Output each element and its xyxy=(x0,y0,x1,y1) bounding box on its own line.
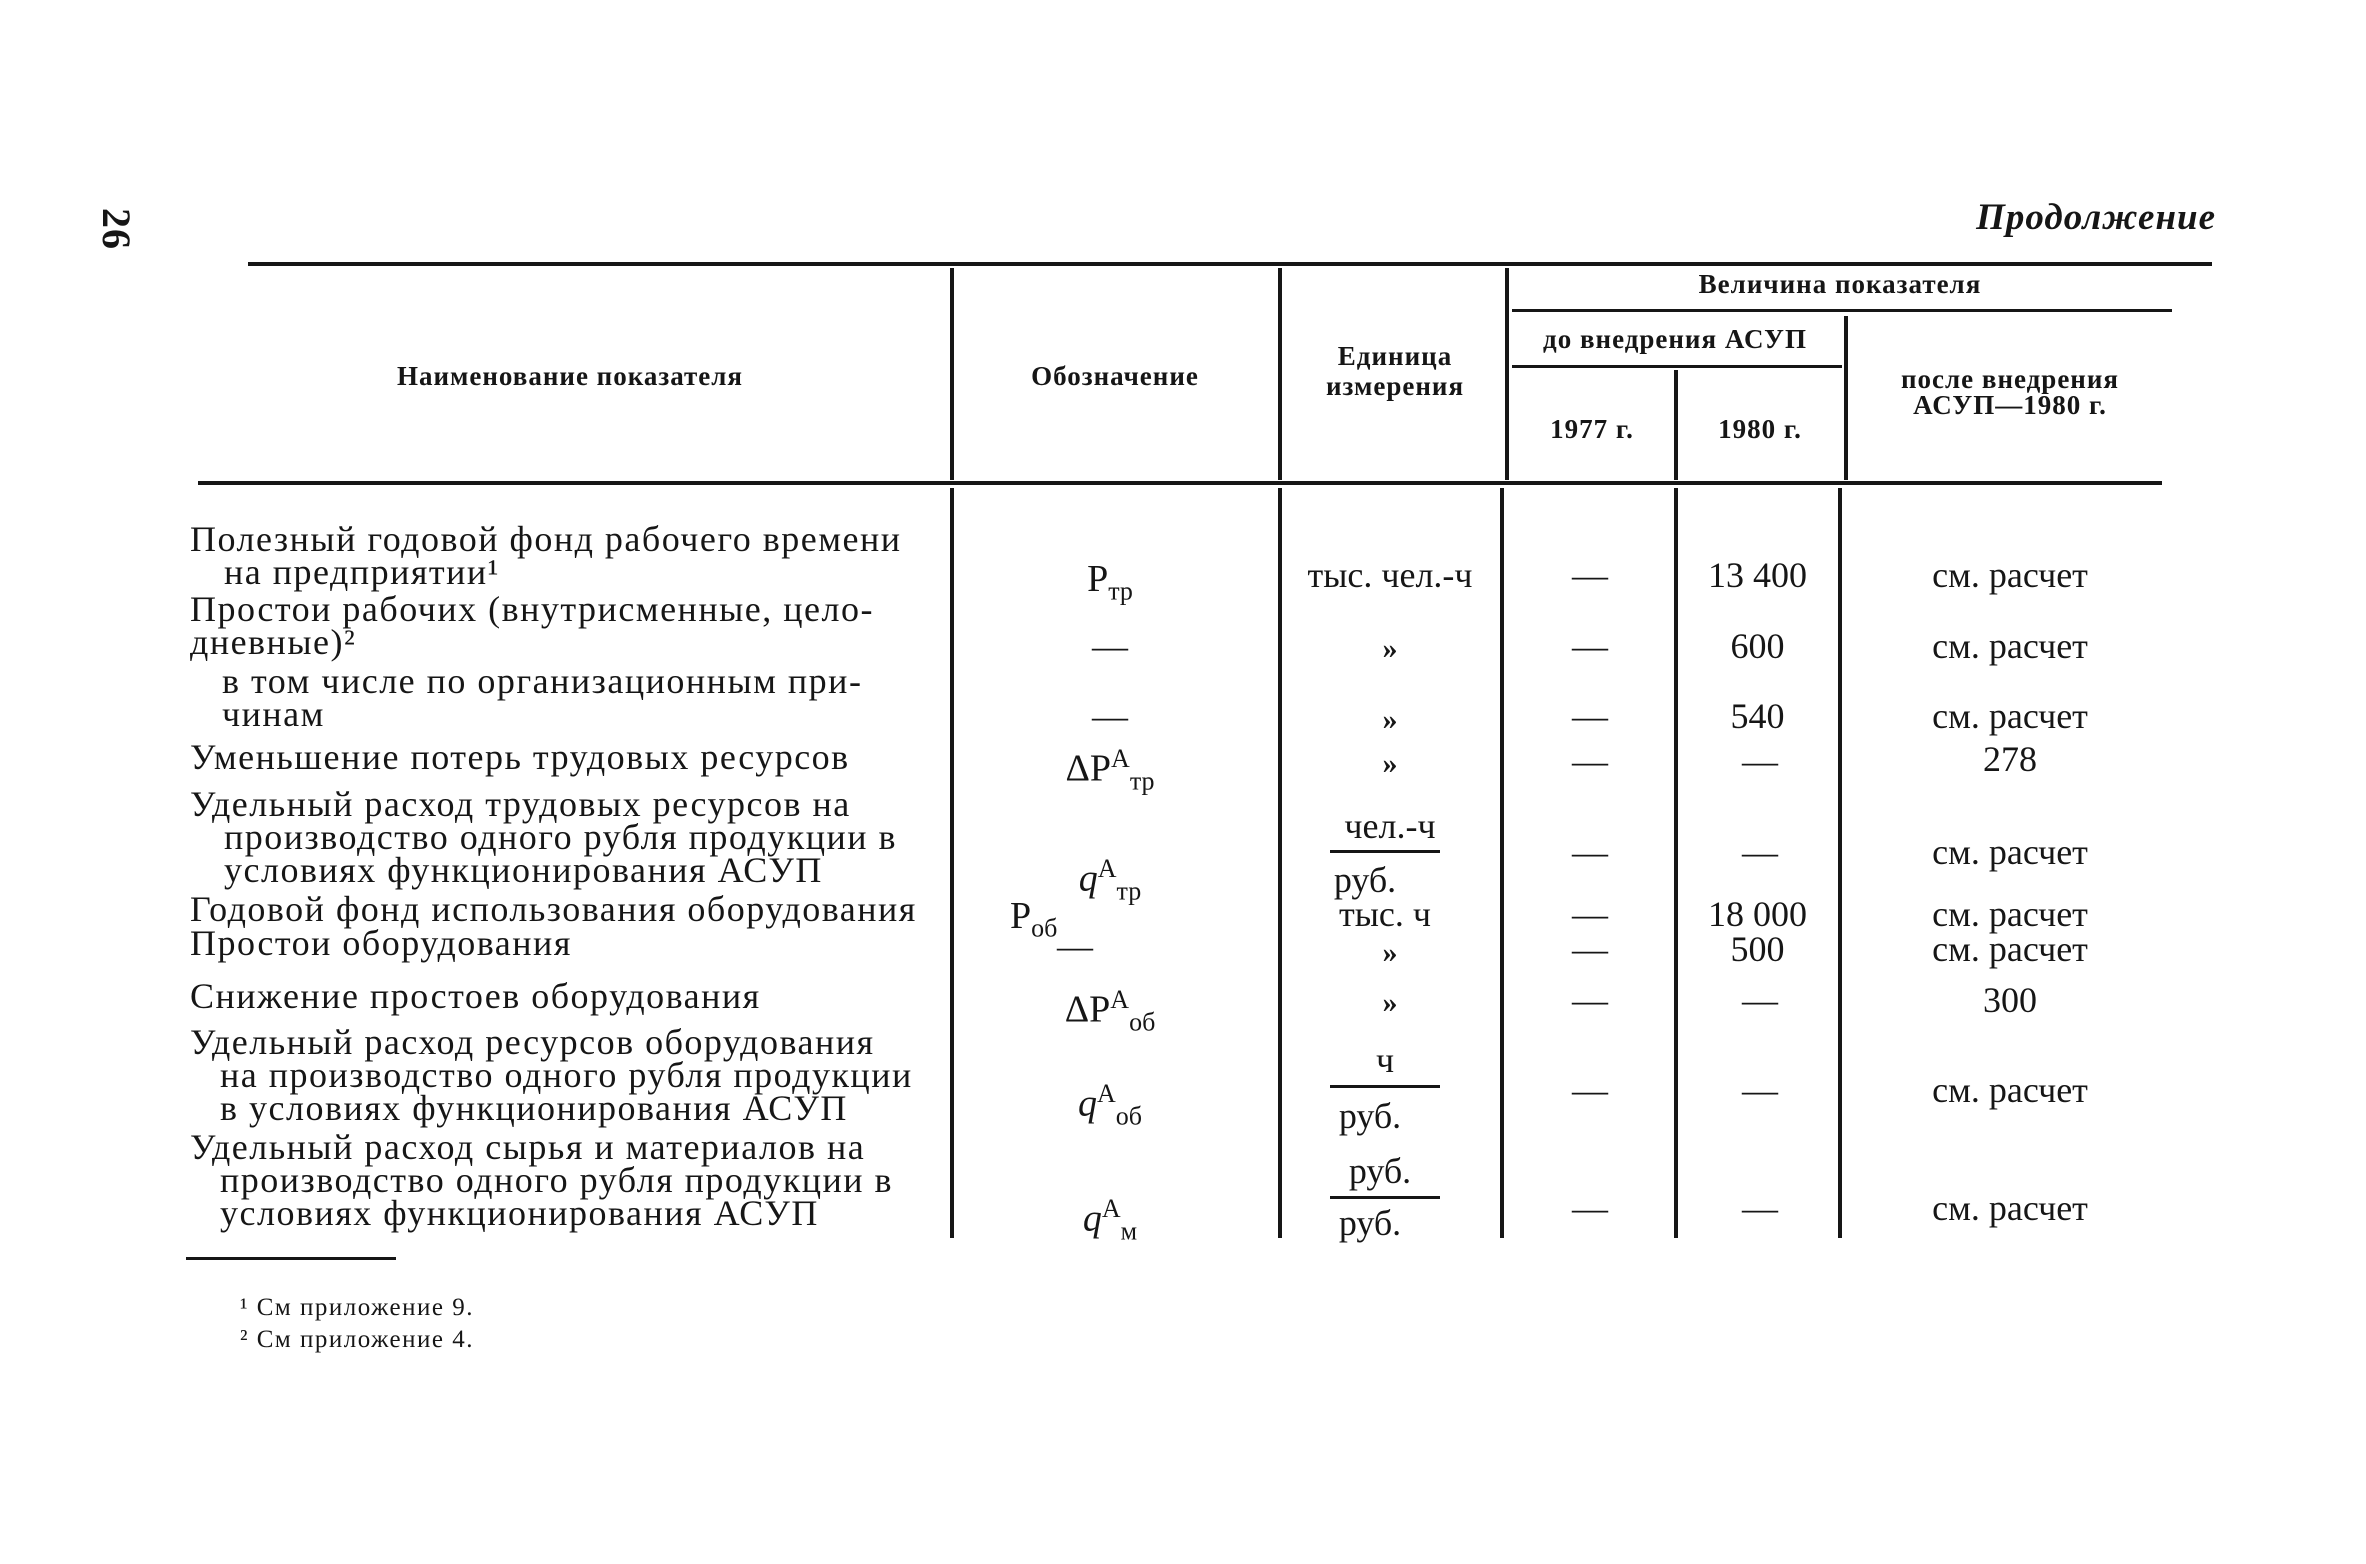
row-2-year-1980: 600 xyxy=(1730,626,1785,666)
value-group-rule xyxy=(1512,309,2172,312)
row-2-name-line1: Простои рабочих (внутрисменные, цело- xyxy=(190,589,874,629)
row-5-unit-numerator: чел.-ч xyxy=(1344,806,1436,846)
column-divider xyxy=(1844,316,1848,480)
continuation-label: Продолжение xyxy=(1976,197,2216,238)
row-3-symbol-dash: — xyxy=(1092,696,1128,736)
row-9-symbol xyxy=(1010,1075,1210,1135)
row-1-symbol-base: Р xyxy=(1087,558,1109,600)
row-1-year-1977: — xyxy=(1572,555,1608,595)
header-name: Наименование показателя xyxy=(396,361,744,391)
row-9-name-line2: на производство одного рубля продукции xyxy=(220,1055,913,1095)
footnote-1: ¹ См приложение 9. xyxy=(240,1294,474,1321)
row-2-unit: » xyxy=(1382,632,1398,665)
row-6-symbol-base: Р xyxy=(1010,895,1032,937)
row-5-year-1977: — xyxy=(1572,832,1608,872)
row-5-symbol-base: q xyxy=(1078,857,1098,900)
row-6-year-1980: 18 000 xyxy=(1708,894,1807,934)
header-after-line2: АСУП—1980 г. xyxy=(1913,390,2107,420)
row-8-after: 300 xyxy=(1983,980,2037,1020)
row-10-name xyxy=(190,1127,940,1233)
header-bottom-rule xyxy=(198,481,2162,485)
row-10-name-line3: условиях функционирования АСУП xyxy=(220,1193,819,1233)
top-rule xyxy=(248,262,2212,266)
row-8-year-1977: — xyxy=(1572,980,1608,1020)
row-3-name xyxy=(190,661,940,734)
row-8-symbol-sub: об xyxy=(1129,1007,1156,1037)
row-8-name: Снижение простоев оборудования xyxy=(190,976,761,1016)
row-10-unit-fraction-line xyxy=(1330,1196,1440,1199)
header-before: до внедрения АСУП xyxy=(1543,324,1807,354)
footnotes xyxy=(240,1292,474,1356)
row-5-year-1980: — xyxy=(1742,832,1778,872)
row-4-symbol-base: ΔР xyxy=(1065,747,1112,790)
row-3-name-line1: в том числе по организационным при- xyxy=(222,661,863,701)
column-divider xyxy=(1278,488,1282,1238)
row-10-symbol-base: q xyxy=(1082,1197,1102,1240)
footnote-2: ² См приложение 4. xyxy=(240,1326,474,1353)
row-5-unit-fraction-line xyxy=(1330,850,1440,853)
row-3-name-line2: чинам xyxy=(222,694,325,734)
before-group-rule xyxy=(1512,365,1842,368)
header-unit-line1: Единица xyxy=(1337,341,1453,371)
row-3-year-1977: — xyxy=(1572,696,1608,736)
row-9-after: см. расчет xyxy=(1932,1070,2088,1110)
row-2-name-line2: дневные)² xyxy=(190,622,357,662)
row-2-symbol-dash: — xyxy=(1092,626,1128,666)
row-4-symbol xyxy=(1010,740,1210,800)
row-1-symbol-sub: тр xyxy=(1108,576,1133,606)
row-4-year-1977: — xyxy=(1572,741,1608,781)
row-9-symbol-sup: А xyxy=(1096,1079,1116,1108)
row-10-symbol xyxy=(1010,1190,1210,1250)
row-8-unit: » xyxy=(1382,986,1398,1019)
row-1-year-1980: 13 400 xyxy=(1708,555,1807,595)
header-year-1977: 1977 г. xyxy=(1550,414,1634,444)
row-4-after: 278 xyxy=(1983,739,2037,779)
row-10-symbol-sup: А xyxy=(1101,1194,1121,1223)
column-divider xyxy=(1674,370,1678,480)
row-7-after: см. расчет xyxy=(1932,929,2088,969)
row-4-name: Уменьшение потерь трудовых ресурсов xyxy=(190,737,850,777)
row-10-unit-denominator: руб. xyxy=(1338,1203,1402,1243)
row-4-unit: » xyxy=(1382,747,1398,780)
row-5-name-line3: условиях функционирования АСУП xyxy=(224,850,823,890)
column-divider xyxy=(1278,268,1282,480)
row-9-unit-denominator: руб. xyxy=(1338,1096,1402,1136)
column-divider xyxy=(950,268,954,480)
row-8-symbol xyxy=(1010,981,1210,1041)
row-9-name-line3: в условиях функционирования АСУП xyxy=(220,1088,848,1128)
row-6-name: Годовой фонд использования оборудования xyxy=(190,889,917,929)
row-6-after: см. расчет xyxy=(1932,894,2088,934)
row-9-year-1980: — xyxy=(1742,1070,1778,1110)
row-5-after: см. расчет xyxy=(1932,832,2088,872)
row-2-after: см. расчет xyxy=(1932,626,2088,666)
row-4-symbol-sup: А xyxy=(1111,744,1130,773)
column-divider xyxy=(950,488,954,1238)
row-9-unit-numerator: ч xyxy=(1375,1040,1395,1080)
row-1-unit: тыс. чел.-ч xyxy=(1307,555,1473,595)
row-7-unit: » xyxy=(1382,936,1398,969)
row-9-year-1977: — xyxy=(1572,1070,1608,1110)
row-1-after: см. расчет xyxy=(1932,555,2088,595)
row-9-symbol-sub: об xyxy=(1115,1101,1142,1131)
row-7-year-1980: 500 xyxy=(1730,929,1785,969)
row-9-name-line1: Удельный расход ресурсов оборудования xyxy=(190,1022,875,1062)
row-10-symbol-sub: м xyxy=(1120,1216,1138,1246)
row-10-after: см. расчет xyxy=(1932,1188,2088,1228)
row-1-name-line2: на предприятии¹ xyxy=(224,552,500,592)
column-divider xyxy=(1500,488,1504,1238)
column-divider xyxy=(1838,488,1842,1238)
row-7-symbol-dash: — xyxy=(1057,926,1093,966)
header-symbol: Обозначение xyxy=(1031,361,1199,391)
row-3-after: см. расчет xyxy=(1932,696,2088,736)
page-number: 26 xyxy=(94,208,139,250)
row-2-year-1977: — xyxy=(1572,626,1608,666)
row-1-name xyxy=(190,519,940,592)
header-unit xyxy=(1290,341,1500,401)
row-10-year-1980: — xyxy=(1742,1188,1778,1228)
row-7-year-1977: — xyxy=(1572,929,1608,969)
row-9-symbol-base: q xyxy=(1077,1082,1097,1125)
row-4-year-1980: — xyxy=(1742,741,1778,781)
row-5-symbol-sup: А xyxy=(1097,854,1117,883)
row-5-symbol-sub: тр xyxy=(1116,876,1142,906)
row-5-name-line2: производство одного рубля продукции в xyxy=(224,817,897,857)
row-10-year-1977: — xyxy=(1572,1188,1608,1228)
row-8-year-1980: — xyxy=(1742,980,1778,1020)
row-3-year-1980: 540 xyxy=(1730,696,1785,736)
header-value: Величина показателя xyxy=(1698,269,1982,299)
row-10-unit-numerator: руб. xyxy=(1348,1151,1412,1191)
column-divider xyxy=(1674,488,1678,1238)
row-6-symbol-sub: об xyxy=(1031,913,1058,943)
row-9-name xyxy=(190,1022,940,1128)
footnote-separator xyxy=(186,1257,396,1260)
row-10-name-line2: производство одного рубля продукции в xyxy=(220,1160,893,1200)
row-3-unit: » xyxy=(1382,703,1398,736)
row-7-name: Простои оборудования xyxy=(190,923,572,963)
row-5-name xyxy=(190,784,940,890)
header-year-1980: 1980 г. xyxy=(1718,414,1802,444)
row-1-name-line1: Полезный годовой фонд рабочего времени xyxy=(190,519,902,559)
column-divider xyxy=(1505,268,1509,480)
row-6-year-1977: — xyxy=(1572,894,1608,934)
row-5-name-line1: Удельный расход трудовых ресурсов на xyxy=(190,784,851,824)
row-4-symbol-sub: тр xyxy=(1129,766,1155,796)
row-9-unit-fraction-line xyxy=(1330,1085,1440,1088)
row-8-symbol-base: ΔР xyxy=(1064,988,1111,1031)
header-after-line1: после внедрения xyxy=(1900,364,2120,394)
row-10-name-line1: Удельный расход сырья и материалов на xyxy=(190,1127,866,1167)
header-after xyxy=(1850,366,2170,418)
header-unit-line2: измерения xyxy=(1325,371,1465,401)
row-2-name xyxy=(190,589,940,662)
row-6-unit: тыс. ч xyxy=(1338,894,1431,934)
row-1-symbol xyxy=(1000,560,1220,611)
row-8-symbol-sup: А xyxy=(1110,985,1130,1014)
row-5-unit-denominator: руб. xyxy=(1333,860,1397,900)
